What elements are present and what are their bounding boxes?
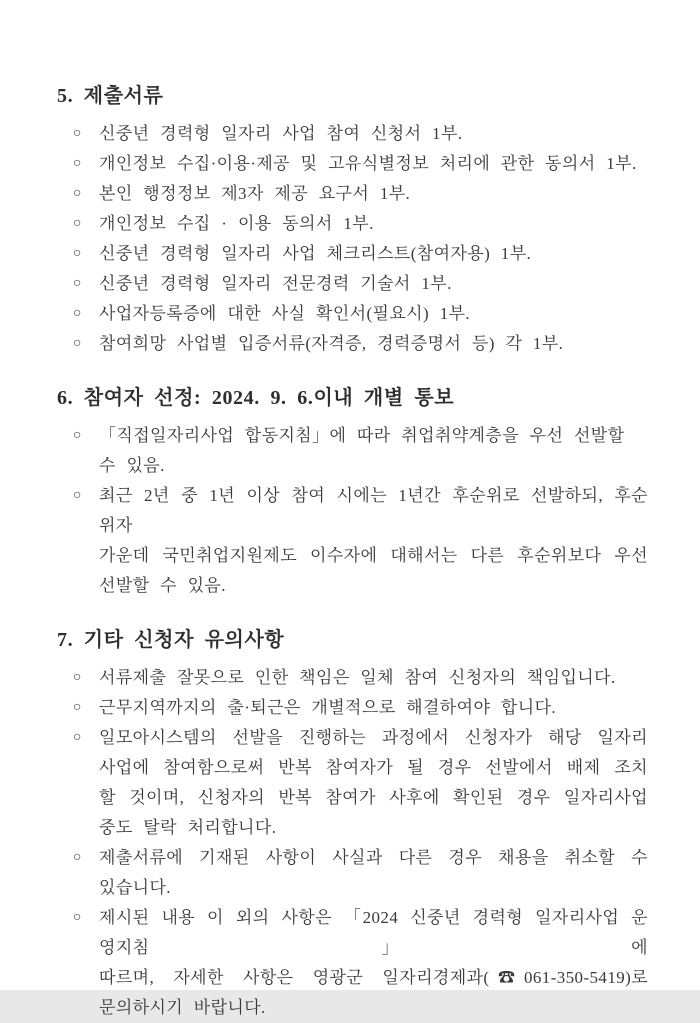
list-item	[57, 299, 648, 329]
list-item-text	[99, 269, 648, 299]
list-item-text	[99, 209, 648, 239]
text-line: 신중년 경력형 일자리 사업 체크리스트(참여자용) 1부.	[99, 244, 532, 263]
circle-bullet-icon: ○	[73, 156, 82, 171]
list-item-text	[99, 299, 648, 329]
text-line: 「직접일자리사업 합동지침」에 따라 취업취약계층을 우선 선발할 수 있음.	[99, 426, 625, 475]
section-heading: 7. 기타 신청자 유의사항	[57, 629, 285, 651]
list-item	[57, 723, 648, 843]
list-item-text	[99, 663, 648, 693]
list-item-text	[99, 329, 648, 359]
circle-bullet-icon: ○	[73, 276, 82, 291]
list-item	[57, 663, 648, 693]
list-item-text	[99, 903, 648, 1023]
list-item	[57, 421, 648, 481]
list-item	[57, 903, 648, 1023]
text-line: 참여희망 사업별 입증서류(자격증, 경력증명서 등) 각 1부.	[99, 334, 564, 353]
list-item-text	[99, 421, 648, 481]
list-item-text	[99, 179, 648, 209]
circle-bullet-icon: ○	[73, 306, 82, 321]
text-line: 제시된 내용 이 외의 사항은 「2024 신중년 경력형 일자리사업 운영지침」에	[99, 908, 648, 957]
text-line: 사업자등록증에 대한 사실 확인서(필요시) 1부.	[99, 304, 471, 323]
section-heading: 5. 제출서류	[57, 85, 164, 107]
text-line: 선발할 수 있음.	[99, 576, 226, 595]
list-item	[57, 239, 648, 269]
circle-bullet-icon: ○	[73, 850, 82, 865]
circle-bullet-icon: ○	[73, 910, 82, 925]
list-item-text	[99, 843, 648, 903]
circle-bullet-icon: ○	[73, 700, 82, 715]
text-line: 일모아시스템의 선발을 진행하는 과정에서 신청자가 해당 일자리	[99, 728, 648, 747]
text-line: 본인 행정정보 제3자 제공 요구서 1부.	[99, 184, 411, 203]
section-heading: 6. 참여자 선정: 2024. 9. 6.이내 개별 통보	[57, 387, 455, 409]
text-line: 제출서류에 기재된 사항이 사실과 다른 경우 채용을 취소할 수	[99, 848, 648, 867]
list-item	[57, 149, 648, 179]
text-line: 문의하시기 바랍니다.	[99, 998, 266, 1017]
list-item-text	[99, 149, 648, 179]
list-item-text	[99, 723, 648, 843]
circle-bullet-icon: ○	[73, 488, 82, 503]
document-section	[57, 628, 648, 1023]
circle-bullet-icon: ○	[73, 670, 82, 685]
text-line: 최근 2년 중 1년 이상 참여 시에는 1년간 후순위로 선발하되, 후순위자	[99, 486, 648, 535]
circle-bullet-icon: ○	[73, 246, 82, 261]
text-line: 개인정보 수집 · 이용 동의서 1부.	[99, 214, 374, 233]
circle-bullet-icon: ○	[73, 428, 82, 443]
list-item	[57, 209, 648, 239]
text-line: 개인정보 수집·이용·제공 및 고유식별정보 처리에 관한 동의서 1부.	[99, 154, 637, 173]
list-item	[57, 179, 648, 209]
list-item	[57, 119, 648, 149]
list-item-text	[99, 481, 648, 601]
text-line: 할 것이며, 신청자의 반복 참여가 사후에 확인된 경우 일자리사업	[99, 788, 648, 807]
circle-bullet-icon: ○	[73, 186, 82, 201]
circle-bullet-icon: ○	[73, 730, 82, 745]
list-item	[57, 481, 648, 601]
document-section	[57, 84, 648, 359]
list-item	[57, 269, 648, 299]
list-item-text	[99, 119, 648, 149]
text-line: 따르며, 자세한 사항은 영광군 일자리경제과(☎061-350-5419)로	[99, 968, 648, 987]
circle-bullet-icon: ○	[73, 126, 82, 141]
document-section	[57, 386, 648, 601]
list-item-text	[99, 693, 648, 723]
text-line: 서류제출 잘못으로 인한 책임은 일체 참여 신청자의 책임입니다.	[99, 668, 616, 687]
text-line: 있습니다.	[99, 878, 171, 897]
circle-bullet-icon: ○	[73, 336, 82, 351]
list-item	[57, 693, 648, 723]
text-line: 사업에 참여함으로써 반복 참여자가 될 경우 선발에서 배제 조치	[99, 758, 648, 777]
list-item-text	[99, 239, 648, 269]
text-line: 가운데 국민취업지원제도 이수자에 대해서는 다른 후순위보다 우선	[99, 546, 648, 565]
list-item	[57, 843, 648, 903]
text-line: 근무지역까지의 출·퇴근은 개별적으로 해결하여야 합니다.	[99, 698, 557, 717]
text-line: 신중년 경력형 일자리 사업 참여 신청서 1부.	[99, 124, 463, 143]
circle-bullet-icon: ○	[73, 216, 82, 231]
text-line: 중도 탈락 처리합니다.	[99, 818, 277, 837]
text-line: 신중년 경력형 일자리 전문경력 기술서 1부.	[99, 274, 452, 293]
list-item	[57, 329, 648, 359]
